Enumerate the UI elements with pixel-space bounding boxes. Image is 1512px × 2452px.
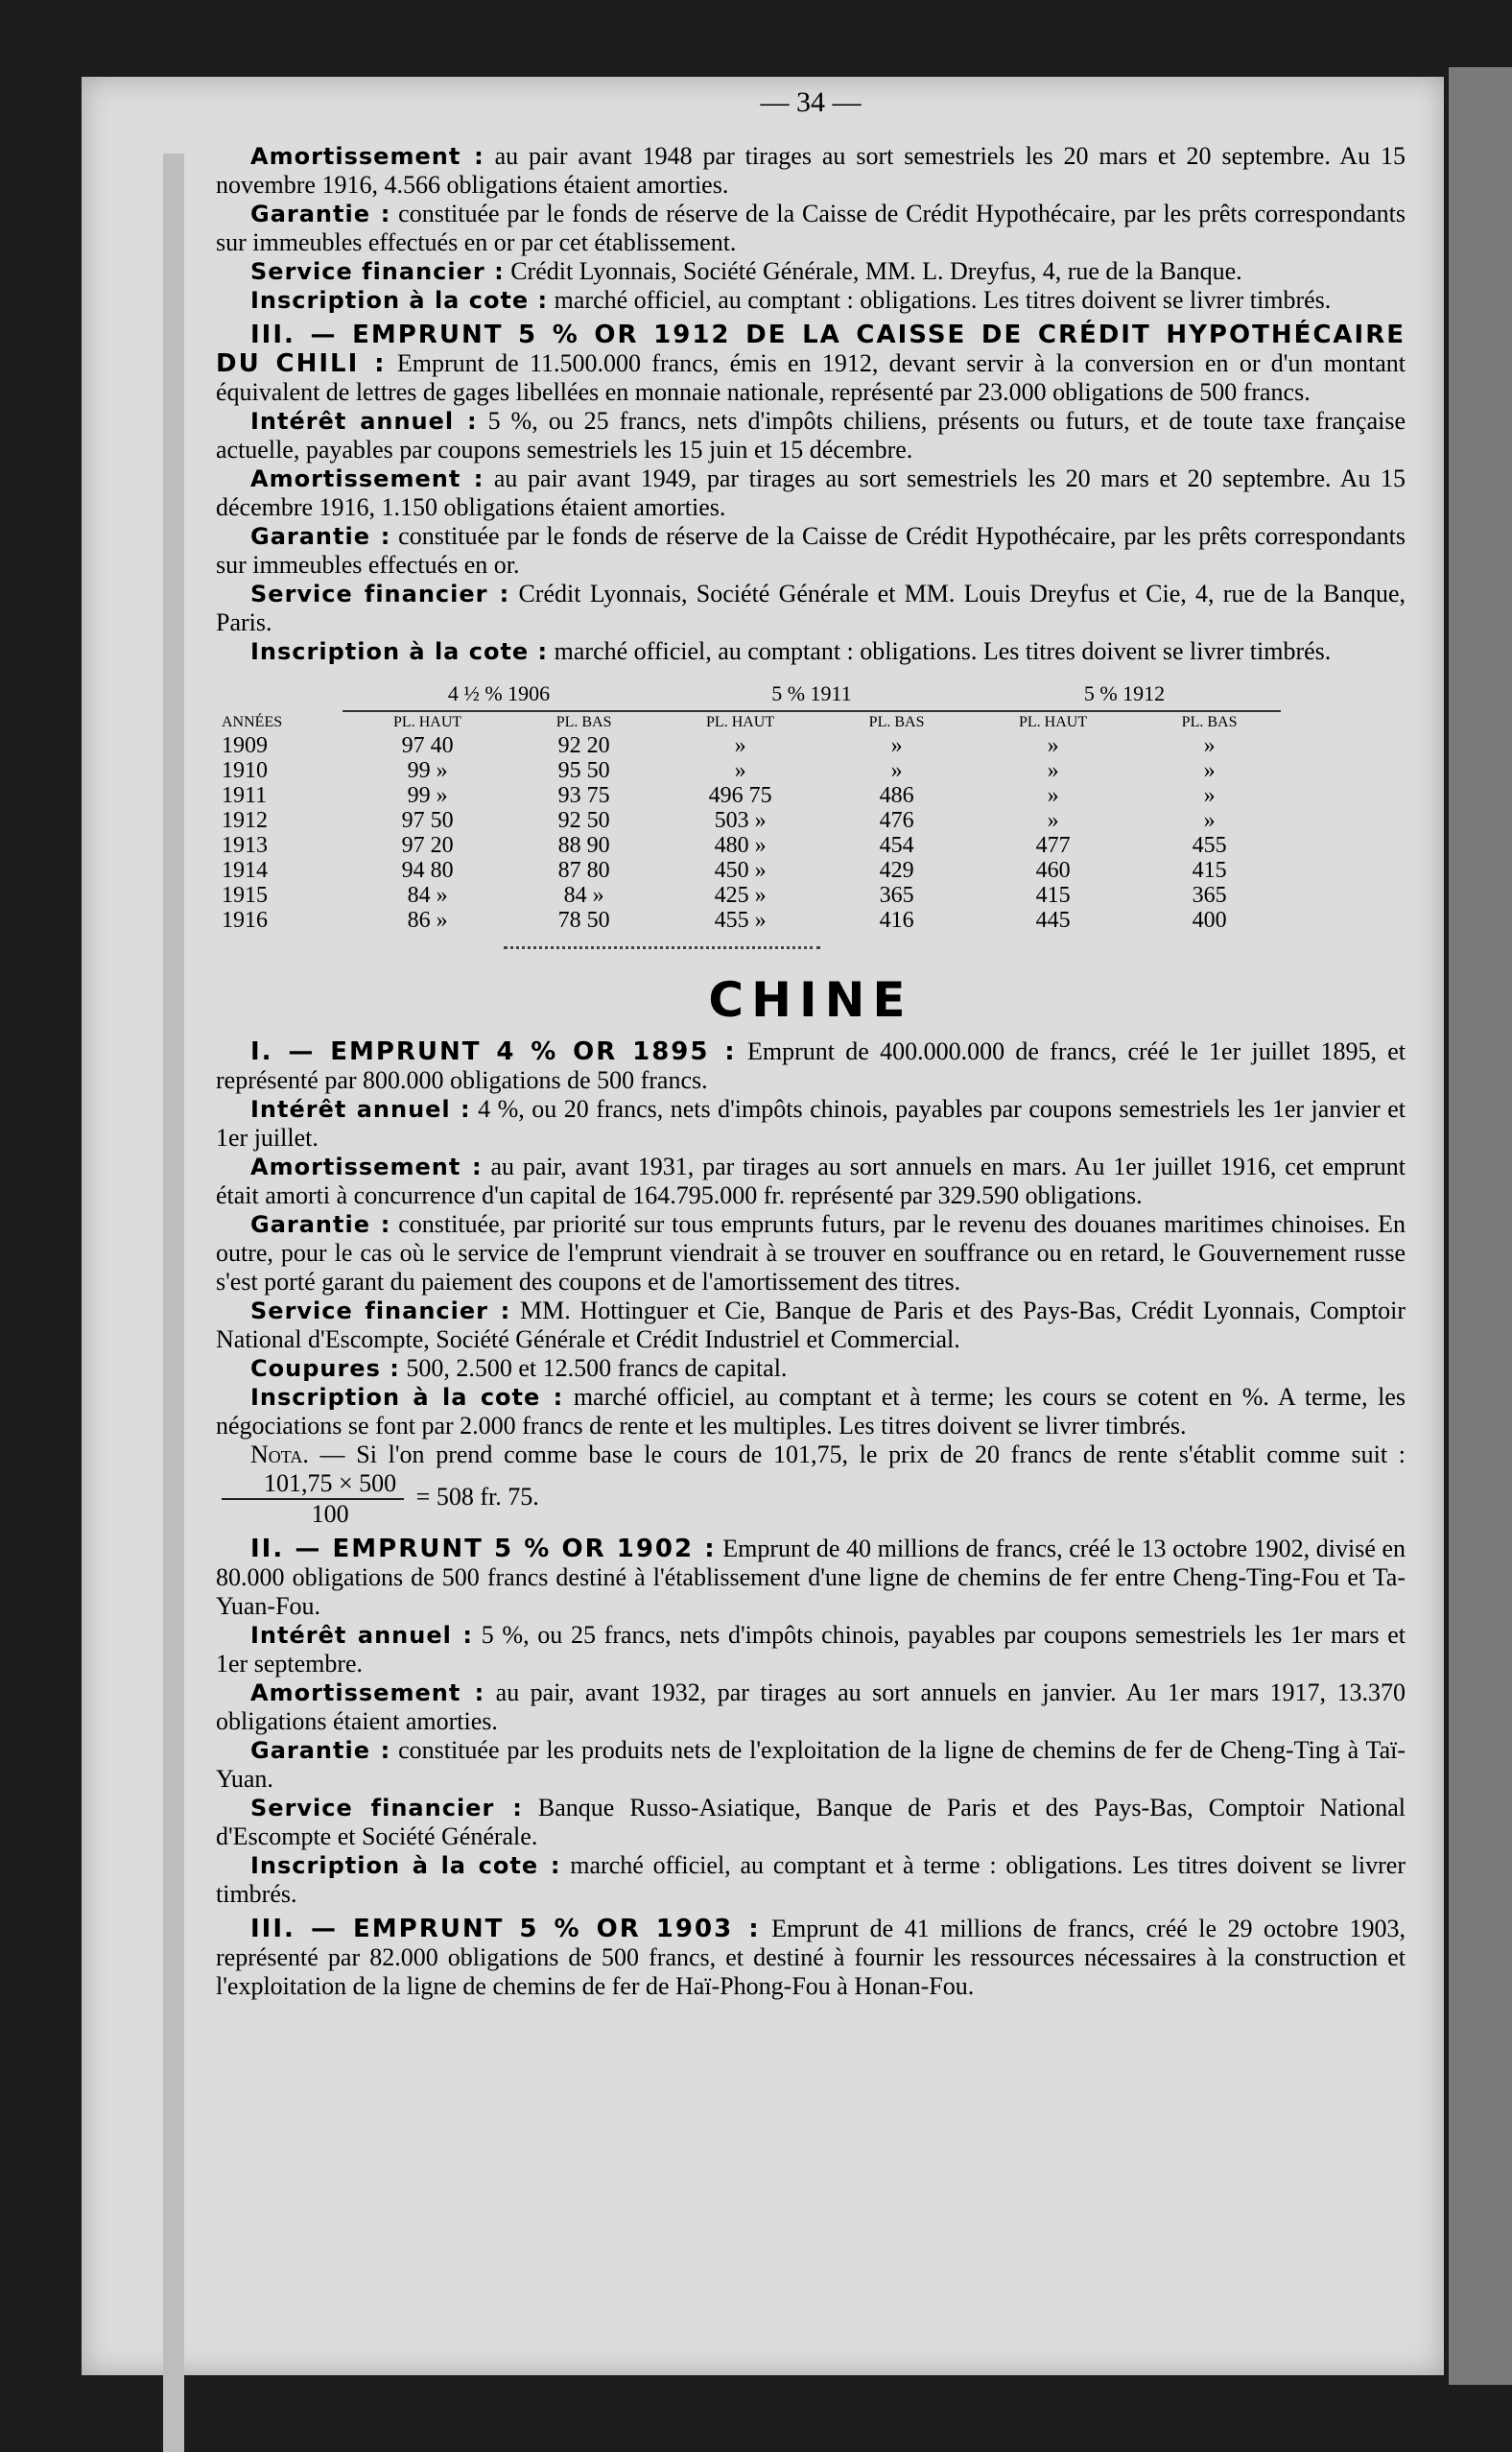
fraction: [222, 1469, 404, 1529]
loan-heading: II. — EMPRUNT 5 % OR 1902 :: [250, 1535, 717, 1563]
paragraph-text: MM. Hottinguer et Cie, Banque de Paris et des Pays-Bas, Crédit Lyonnais, Comptoir National d'Escompte, Société Générale et Crédit Industriel et Commercial.: [216, 1297, 1406, 1353]
paragraph-text: Banque Russo-Asiatique, Banque de Paris et des Pays-Bas, Comptoir National d'Escompte et Société Générale.: [216, 1794, 1406, 1850]
paragraph-text: Emprunt de 400.000.000 de francs, créé le 1er juillet 1895, et représenté par 800.000 obligations de 500 francs.: [216, 1037, 1406, 1094]
paragraph-label: Inscription à la cote :: [250, 1384, 564, 1411]
paragraph: [216, 200, 1406, 257]
paragraph-label: Coupures :: [250, 1355, 400, 1382]
table-cell: »: [734, 733, 746, 758]
table-cell: »: [890, 733, 903, 758]
fraction-denominator: 100: [311, 1500, 349, 1528]
table-cell: 455: [1192, 833, 1227, 858]
year-cell: 1911: [222, 783, 268, 808]
table-row: [216, 858, 1281, 883]
fraction-result: = 508 fr. 75.: [415, 1482, 539, 1511]
table-cell: 95 50: [557, 758, 610, 783]
table-cell: 416: [879, 908, 914, 933]
page-binding-edge: [163, 154, 184, 2452]
paragraph: [216, 637, 1406, 666]
table-cell: 92 20: [557, 733, 610, 758]
loan-paragraph: [216, 1915, 1406, 2001]
table-cell: 78 50: [557, 908, 610, 933]
paragraph-text: — Si l'on prend comme base le cours de 101,75, le prix de 20 francs de rente s'établit comme suit :: [319, 1440, 1406, 1468]
table-row: [216, 783, 1281, 808]
table-cell: 97 40: [401, 733, 454, 758]
paragraph-label: Intérêt annuel :: [250, 408, 478, 435]
loan-paragraph: [216, 321, 1406, 407]
table-cell: 94 80: [401, 858, 454, 883]
table-cell: »: [1203, 733, 1216, 758]
paragraph-label: Garantie :: [250, 1211, 391, 1238]
table-cell: 429: [879, 858, 914, 883]
paragraph-text: au pair avant 1948 par tirages au sort semestriels les 20 mars et 20 septembre. Au 15 novembre 1916, 4.566 obligations étaient amorties.: [216, 142, 1406, 199]
paragraph: [216, 522, 1406, 580]
table-row: [216, 808, 1281, 833]
paragraph: [216, 1153, 1406, 1210]
paragraph-text: 5 %, ou 25 francs, nets d'impôts chinois, payables par coupons semestriels les 1er mars et 1er septembre.: [216, 1621, 1406, 1678]
paragraph-label: Service financier :: [250, 581, 510, 607]
paragraph-label: Amortissement :: [250, 143, 484, 170]
paragraph-text: Crédit Lyonnais, Société Générale et MM. Louis Dreyfus et Cie, 4, rue de la Banque, Paris.: [216, 580, 1406, 636]
column-header-bas: PL. BAS: [555, 714, 612, 730]
paragraph-text: au pair, avant 1932, par tirages au sort annuels en janvier. Au 1er mars 1917, 13.370 obligations étaient amorties.: [216, 1678, 1406, 1735]
paragraph-text: constituée par le fonds de réserve de la Caisse de Crédit Hypothécaire, par les prêts correspondants sur immeubles effectués en or par cet établissement.: [216, 200, 1406, 256]
paragraph: [216, 464, 1406, 522]
nota-paragraph: [216, 1440, 1406, 1529]
section-title: CHINE: [708, 972, 913, 1028]
table-cell: 480 »: [714, 833, 767, 858]
table-corner: [216, 679, 343, 711]
table-cell: 415: [1192, 858, 1227, 883]
column-header-haut: PL. HAUT: [1019, 714, 1088, 730]
year-cell: 1914: [222, 858, 268, 883]
table-cell: 425 »: [714, 883, 767, 908]
paragraph-text: constituée par le fonds de réserve de la Caisse de Crédit Hypothécaire, par les prêts correspondants sur immeubles effectués en or.: [216, 522, 1406, 579]
table-cell: »: [1047, 808, 1059, 833]
table-cell: 455 »: [714, 908, 767, 933]
paragraph-text: 4 %, ou 20 francs, nets d'impôts chinois, payables par coupons semestriels les 1er janvier et 1er juillet.: [216, 1095, 1406, 1152]
table-cell: 477: [1035, 833, 1071, 858]
paragraph-text: Emprunt de 41 millions de francs, créé le 29 octobre 1903, représenté par 82.000 obligations de 500 francs, et destiné à fournir les ressources nécessaires à la construction et l'exploitation de la ligne de chemins de fer de Haï-Phong-Fou à Honan-Fou.: [216, 1915, 1406, 2000]
paragraph-text: au pair, avant 1931, par tirages au sort annuels en mars. Au 1er juillet 1916, cet emprunt était amorti à concurrence d'un capital de 164.795.000 fr. représenté par 329.590 obligations.: [216, 1153, 1406, 1209]
table-cell: 88 90: [557, 833, 610, 858]
table-cell: 450 »: [714, 858, 767, 883]
adjacent-page-edge: [1449, 67, 1512, 2385]
paragraph-text: marché officiel, au comptant et à terme : obligations. Les titres doivent se livrer timbrés.: [216, 1851, 1406, 1908]
paragraph-label: Amortissement :: [250, 465, 484, 492]
table-cell: »: [1203, 783, 1216, 808]
loan-paragraph: [216, 1535, 1406, 1621]
column-header-haut: PL. HAUT: [393, 714, 462, 730]
paragraph-text: Emprunt de 40 millions de francs, créé le 13 octobre 1902, divisé en 80.000 obligations de 500 francs destiné à l'établissement d'une ligne de chemins de fer entre Cheng-Ting-Fou et Ta-Yuan-Fou.: [216, 1535, 1406, 1620]
table-cell: 486: [879, 783, 914, 808]
section-divider: [504, 946, 820, 949]
paragraph: [216, 1210, 1406, 1297]
paragraph-label: Service financier :: [250, 258, 505, 285]
paragraph-label: Garantie :: [250, 201, 391, 227]
table-cell: »: [1047, 758, 1059, 783]
paragraph-label: Inscription à la cote :: [250, 1852, 561, 1879]
year-cell: 1910: [222, 758, 268, 783]
table-row: [216, 733, 1281, 758]
table-cell: 400: [1192, 908, 1227, 933]
paragraph-label: Amortissement :: [250, 1679, 485, 1706]
table-row: [216, 833, 1281, 858]
paragraph-label: Garantie :: [250, 1737, 391, 1764]
paragraph: [216, 407, 1406, 464]
column-header-bas: PL. BAS: [868, 714, 925, 730]
table-cell: 99 »: [407, 758, 448, 783]
table-cell: 99 »: [407, 783, 448, 808]
year-cell: 1912: [222, 808, 268, 833]
paragraph-text: marché officiel, au comptant et à terme; les cours se cotent en %. A terme, les négociations se font par 2.000 francs de rente et les multiples. Les titres doivent se livrer timbrés.: [216, 1383, 1406, 1440]
page-content: [216, 86, 1406, 2001]
paragraph-label: Intérêt annuel :: [250, 1622, 474, 1649]
table-cell: 365: [1192, 883, 1227, 908]
paragraph-label: Amortissement :: [250, 1154, 483, 1180]
group-header: 4 ½ % 1906: [343, 679, 655, 711]
price-table: [216, 679, 1281, 933]
paragraph: [216, 1354, 1406, 1383]
paragraph-label: Inscription à la cote :: [250, 287, 549, 314]
paragraph: [216, 257, 1406, 286]
paragraph-text: constituée par les produits nets de l'exploitation de la ligne de chemins de fer de Cheng-Ting à Taï-Yuan.: [216, 1736, 1406, 1793]
paragraph-label: Intérêt annuel :: [250, 1096, 471, 1123]
table-cell: 454: [879, 833, 914, 858]
table-cell: »: [1047, 783, 1059, 808]
paragraph: [216, 1297, 1406, 1354]
group-header: 5 % 1911: [655, 679, 968, 711]
column-header-bas: PL. BAS: [1181, 714, 1238, 730]
table-cell: 365: [879, 883, 914, 908]
paragraph-label: Inscription à la cote :: [250, 638, 549, 665]
loan-heading: I. — EMPRUNT 4 % OR 1895 :: [250, 1037, 737, 1066]
table-cell: »: [734, 758, 746, 783]
paragraph-text: 5 %, ou 25 francs, nets d'impôts chiliens, présents ou futurs, et de toute taxe française actuelle, payables par coupons semestriels les 15 juin et 15 décembre.: [216, 407, 1406, 464]
table-cell: 87 80: [557, 858, 610, 883]
paragraph-label: Garantie :: [250, 523, 391, 550]
table-cell: 476: [879, 808, 914, 833]
table-row: [216, 883, 1281, 908]
paragraph: [216, 286, 1406, 315]
table-cell: »: [1203, 808, 1216, 833]
fraction-numerator: 101,75 × 500: [222, 1469, 404, 1500]
table-row: [216, 758, 1281, 783]
table-cell: »: [1203, 758, 1216, 783]
table-cell: 84 »: [563, 883, 604, 908]
paragraph-label: Service financier :: [250, 1795, 523, 1821]
paragraph: [216, 1736, 1406, 1794]
table-cell: 93 75: [557, 783, 610, 808]
paragraph: [216, 580, 1406, 637]
table-row: [216, 908, 1281, 933]
table-cell: 496 75: [708, 783, 772, 808]
paragraph-text: marché officiel, au comptant : obligations. Les titres doivent se livrer timbrés.: [554, 637, 1332, 665]
table-cell: 97 50: [401, 808, 454, 833]
paragraph-text: Crédit Lyonnais, Société Générale, MM. L. Dreyfus, 4, rue de la Banque.: [510, 257, 1242, 285]
year-cell: 1909: [222, 733, 268, 758]
page-number: — 34 —: [760, 86, 862, 118]
paragraph: [216, 1621, 1406, 1678]
year-cell: 1913: [222, 833, 268, 858]
paragraph-label: Service financier :: [250, 1297, 511, 1324]
paragraph-text: Emprunt de 11.500.000 francs, émis en 1912, devant servir à la conversion en or d'un montant équivalent de lettres de gages libellées en monnaie nationale, représenté par 23.000 obligations de 500 francs.: [216, 349, 1406, 406]
paragraph: [216, 1851, 1406, 1909]
loan-heading: III. — EMPRUNT 5 % OR 1903 :: [250, 1915, 761, 1943]
paragraph: [216, 142, 1406, 200]
column-header-annees: ANNÉES: [222, 713, 283, 730]
paragraph-text: 500, 2.500 et 12.500 francs de capital.: [406, 1354, 788, 1382]
paragraph-text: constituée, par priorité sur tous emprunts futurs, par le revenu des douanes maritimes chinoises. En outre, pour le cas où le service de l'emprunt viendrait à se trouver en souffrance ou en retard, le Gouvernement russe s'est porté garant du paiement des coupons et de l'amortissement des titres.: [216, 1210, 1406, 1296]
loan-paragraph: [216, 1037, 1406, 1095]
loan-heading: III. — EMPRUNT 5 % OR 1912 DE LA CAISSE DE CRÉDIT HYPOTHÉCAIRE DU CHILI :: [216, 321, 1406, 378]
table-cell: »: [890, 758, 903, 783]
table-cell: 97 20: [401, 833, 454, 858]
table-cell: 460: [1035, 858, 1071, 883]
year-cell: 1916: [222, 908, 268, 933]
table-cell: 445: [1035, 908, 1071, 933]
year-cell: 1915: [222, 883, 268, 908]
nota-label: Nota.: [250, 1440, 309, 1468]
paragraph: [216, 1383, 1406, 1440]
paragraph-text: marché officiel, au comptant : obligations. Les titres doivent se livrer timbrés.: [554, 286, 1332, 314]
table-cell: 84 »: [407, 883, 448, 908]
paragraph: [216, 1678, 1406, 1736]
paragraph: [216, 1794, 1406, 1851]
column-header-haut: PL. HAUT: [706, 714, 775, 730]
table-cell: 86 »: [407, 908, 448, 933]
table-cell: »: [1047, 733, 1059, 758]
paragraph-text: au pair avant 1949, par tirages au sort semestriels les 20 mars et 20 septembre. Au 15 décembre 1916, 1.150 obligations étaient amorties.: [216, 464, 1406, 521]
paragraph: [216, 1095, 1406, 1153]
table-cell: 92 50: [557, 808, 610, 833]
table-cell: 503 »: [714, 808, 767, 833]
table-cell: 415: [1035, 883, 1071, 908]
group-header: 5 % 1912: [968, 679, 1281, 711]
